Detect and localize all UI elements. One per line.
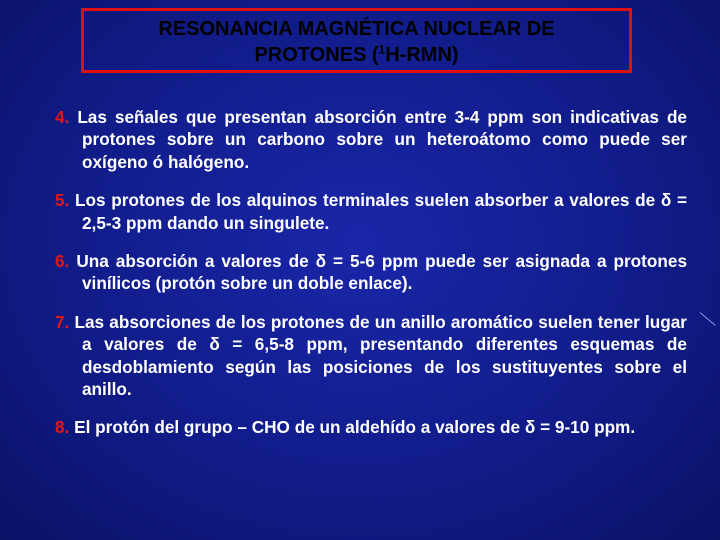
- list-item: [55, 416, 687, 438]
- list-item: [55, 106, 687, 173]
- title-line-2: [84, 42, 629, 68]
- item-number: 4.: [55, 107, 70, 127]
- title-superscript: 1: [378, 42, 386, 57]
- item-number: 8.: [55, 417, 70, 438]
- item-number: 5.: [55, 190, 70, 211]
- slide-title: [81, 8, 632, 73]
- item-text: El protón del grupo – CHO de un aldehído a valores de δ = 9-10 ppm.: [74, 417, 636, 438]
- item-number: 6.: [55, 251, 70, 272]
- title-line-1: RESONANCIA MAGNÉTICA NUCLEAR DE: [158, 18, 555, 40]
- list-item: [55, 311, 687, 401]
- item-text: Las absorciones de los protones de un anillo aromático suelen tener lugar a valores de δ = 6,5-8 ppm, presentando diferentes esquemas de desdoblamiento según las posiciones de los sustituyentes sobre el anillo.: [74, 311, 687, 400]
- item-text: Los protones de los alquinos terminales suelen absorber a valores de δ = 2,5-3 ppm dando un singulete.: [75, 190, 687, 233]
- list-item: [55, 189, 687, 234]
- item-list: [55, 106, 687, 455]
- decorative-line: [700, 312, 716, 326]
- list-item: [55, 250, 687, 295]
- item-text: Una absorción a valores de δ = 5-6 ppm puede ser asignada a protones vinílicos (protón sobre un doble enlace).: [76, 251, 688, 294]
- title-line-2-pre: PROTONES (: [254, 44, 379, 66]
- title-line-2-post: H-RMN): [385, 44, 459, 66]
- item-text: Las señales que presentan absorción entre 3-4 ppm son indicativas de protones sobre un carbono sobre un heteroátomo como puede ser oxígeno ó halógeno.: [77, 107, 687, 172]
- item-number: 7.: [55, 311, 70, 332]
